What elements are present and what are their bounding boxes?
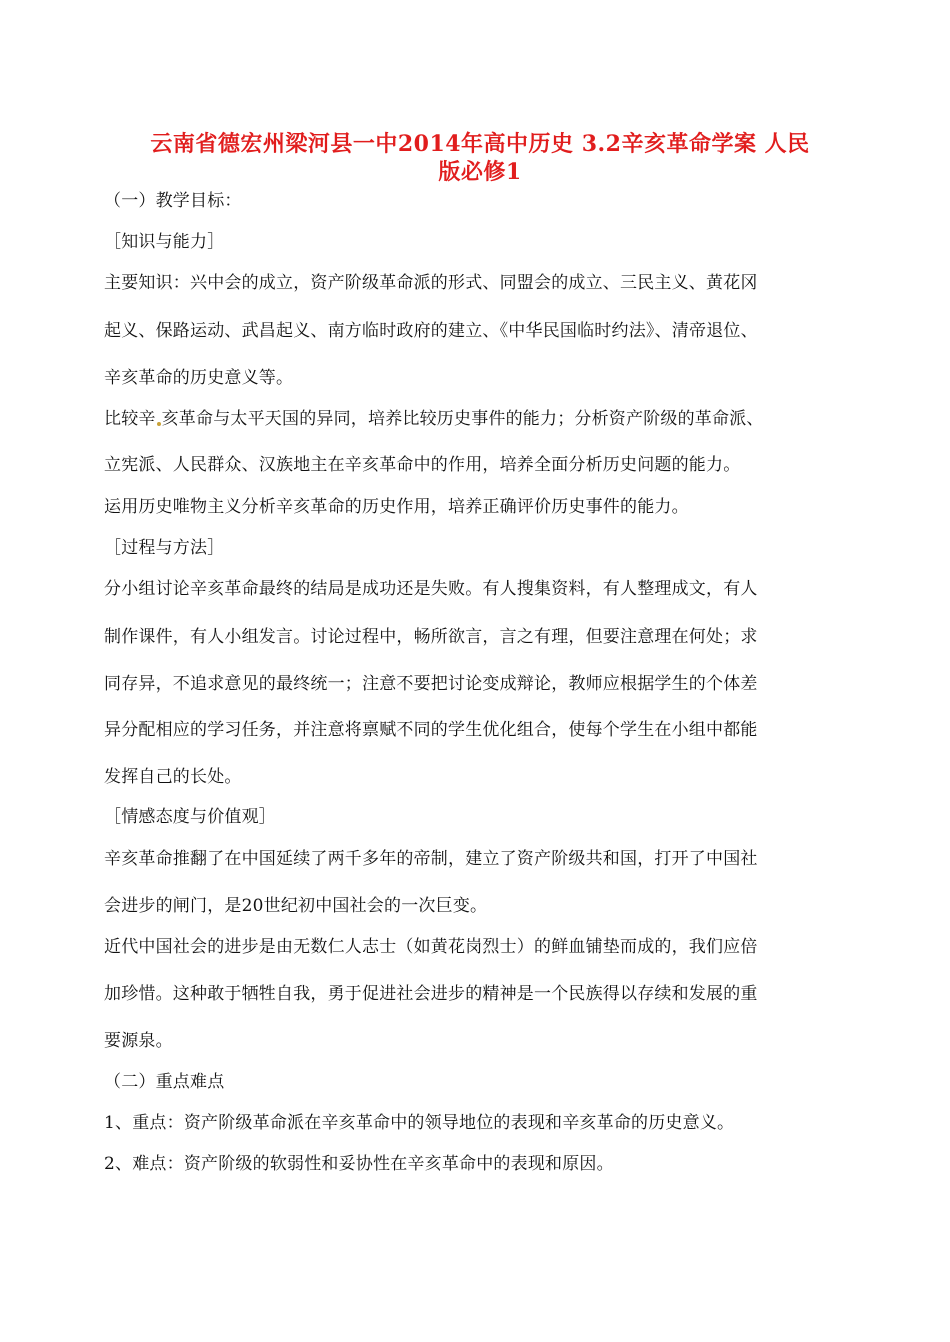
paragraph-fragment: 比较辛 <box>104 409 156 429</box>
difficult-point-item: 2、难点：资产阶级的软弱性和妥协性在辛亥革命中的表现和原因。 <box>104 1154 614 1174</box>
subheading-knowledge: ［知识与能力］ <box>104 232 225 252</box>
paragraph-line: 近代中国社会的进步是由无数仁人志士（如黄花岗烈士）的鲜血铺垫而成的，我们应倍 <box>104 937 758 957</box>
paragraph-fragment: 亥革命与太平天国的异同，培养比较历史事件的能力；分析资产阶级的革命派、 <box>161 409 764 429</box>
stray-dot-mark <box>157 422 161 426</box>
paragraph-line: 起义、保路运动、武昌起义、南方临时政府的建立、《中华民国临时约法》、清帝退位、 <box>104 321 758 341</box>
paragraph-line: 会进步的闸门，是20世纪初中国社会的一次巨变。 <box>104 896 488 916</box>
title-line-2: 版必修1 <box>438 159 522 185</box>
paragraph-line: 主要知识：兴中会的成立，资产阶级革命派的形式、同盟会的成立、三民主义、黄花冈 <box>104 273 758 293</box>
title-line-1: 云南省德宏州梁河县一中2014年高中历史 3.2辛亥革命学案 人民 <box>150 131 810 157</box>
paragraph-line: 辛亥革命推翻了在中国延续了两千多年的帝制，建立了资产阶级共和国，打开了中国社 <box>104 849 758 869</box>
paragraph-line: 运用历史唯物主义分析辛亥革命的历史作用，培养正确评价历史事件的能力。 <box>104 497 689 517</box>
paragraph-line: 分小组讨论辛亥革命最终的结局是成功还是失败。有人搜集资料，有人整理成文，有人 <box>104 579 758 599</box>
section-heading-key-points: （二）重点难点 <box>104 1072 225 1092</box>
subheading-process: ［过程与方法］ <box>104 538 225 558</box>
subheading-attitudes: ［情感态度与价值观］ <box>104 807 276 827</box>
paragraph-line: 制作课件，有人小组发言。讨论过程中，畅所欲言，言之有理，但要注意理在何处；求 <box>104 627 758 647</box>
key-point-item: 1、重点：资产阶级革命派在辛亥革命中的领导地位的表现和辛亥革命的历史意义。 <box>104 1113 735 1133</box>
section-heading-goals: （一）教学目标： <box>104 191 242 211</box>
paragraph-line: 发挥自己的长处。 <box>104 767 242 787</box>
paragraph-line: 立宪派、人民群众、汉族地主在辛亥革命中的作用，培养全面分析历史问题的能力。 <box>104 455 741 475</box>
paragraph-line: 异分配相应的学习任务，并注意将禀赋不同的学生优化组合，使每个学生在小组中都能 <box>104 720 758 740</box>
paragraph-line: 加珍惜。这种敢于牺牲自我，勇于促进社会进步的精神是一个民族得以存续和发展的重 <box>104 984 758 1004</box>
paragraph-line <box>104 408 764 430</box>
paragraph-line: 要源泉。 <box>104 1031 173 1051</box>
paragraph-line: 同存异，不追求意见的最终统一；注意不要把讨论变成辩论，教师应根据学生的个体差 <box>104 674 758 694</box>
paragraph-line: 辛亥革命的历史意义等。 <box>104 368 294 388</box>
document-title <box>100 130 860 186</box>
